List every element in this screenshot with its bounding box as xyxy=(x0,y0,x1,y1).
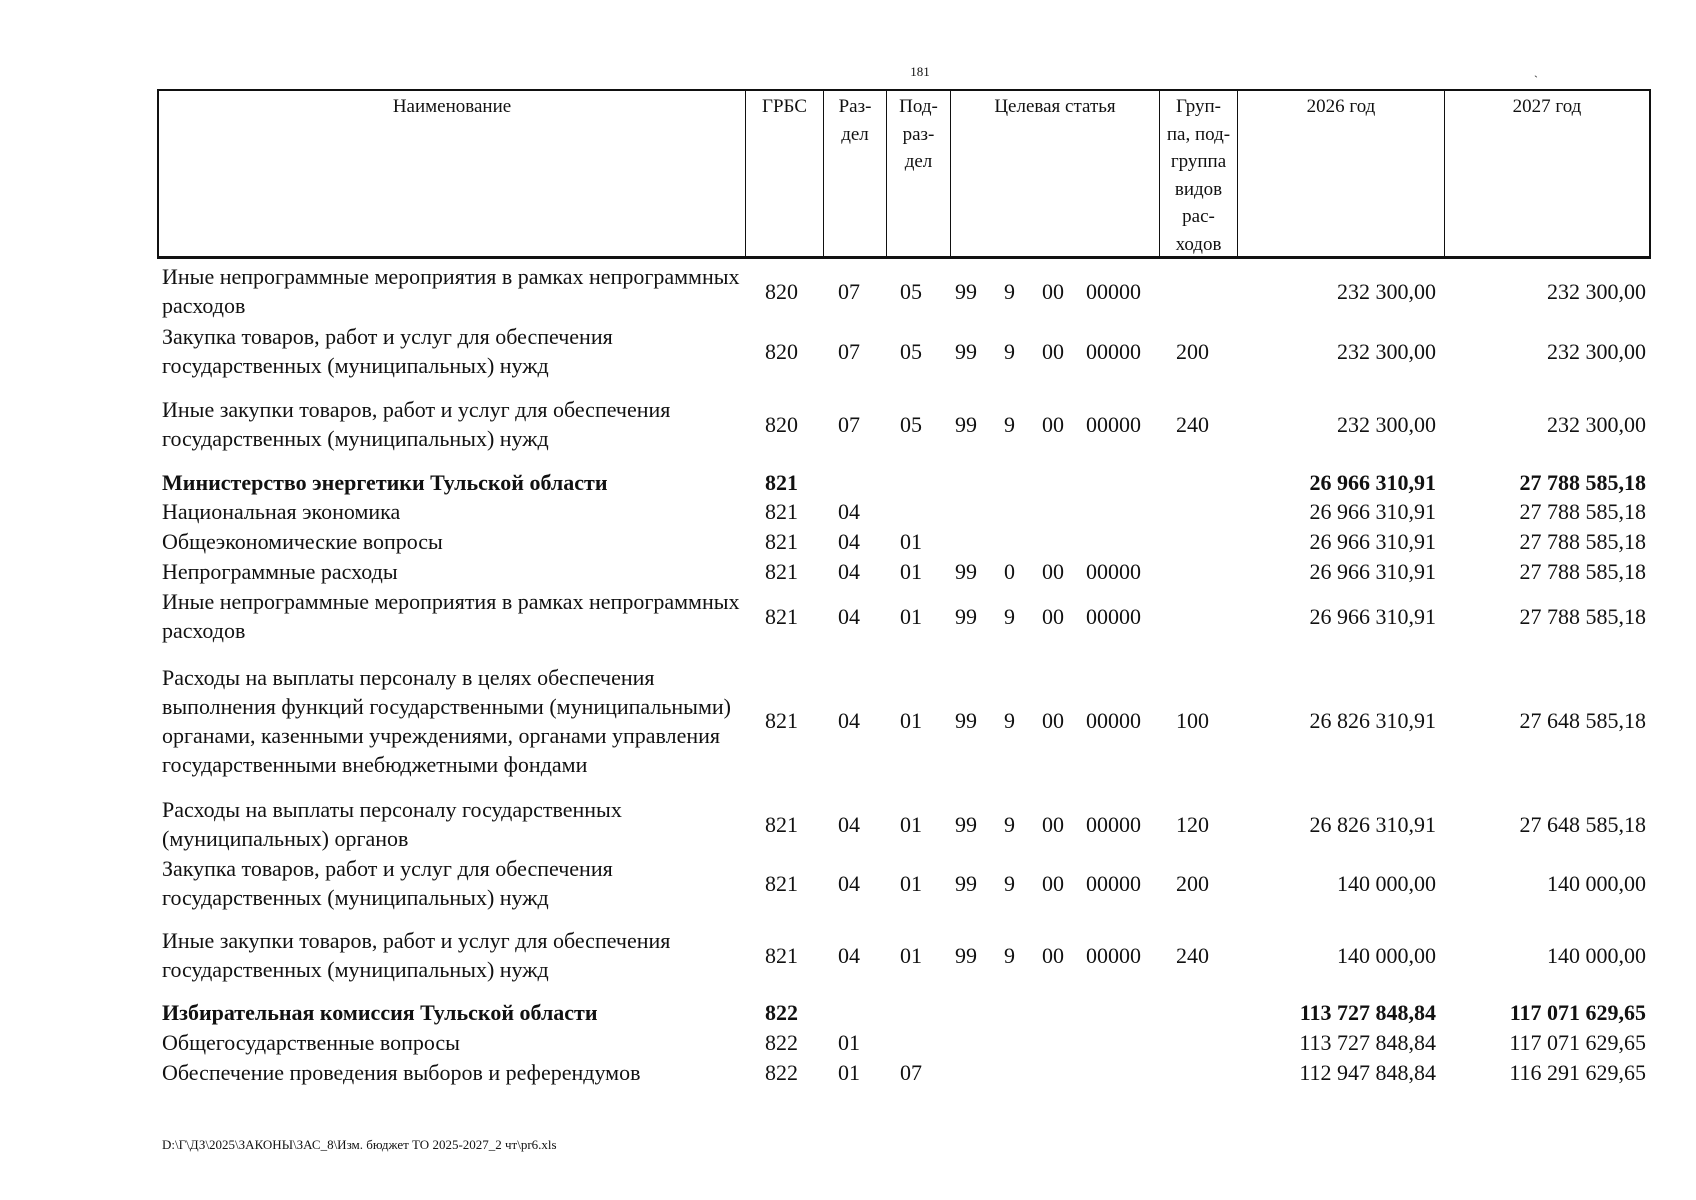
cell-y2026: 113 727 848,84 xyxy=(1299,1000,1436,1025)
cell-y2026: 140 000,00 xyxy=(1337,870,1436,896)
cell-cs3 xyxy=(1042,497,1074,526)
cell-cs4 xyxy=(1086,467,1156,497)
header-year-2026: 2026 год xyxy=(1238,91,1445,256)
cell-cs4: 00000 xyxy=(1086,870,1141,896)
cell-razdel: 04 xyxy=(838,870,860,896)
cell-cs1: 99 xyxy=(955,278,977,304)
cell-cs4: 00000 xyxy=(1086,411,1141,437)
cell-cs3: 00 xyxy=(1042,811,1064,837)
cell-y2026: 26 966 310,91 xyxy=(1309,499,1436,524)
cell-razdel: 07 xyxy=(838,338,860,364)
cell-cs3: 00 xyxy=(1042,942,1064,968)
cell-group: 200 xyxy=(1176,338,1209,364)
cell-grbs: 821 xyxy=(765,528,798,554)
cell-podrazdel: 01 xyxy=(900,558,922,584)
header-expense-group: Груп- па, под- группа видов рас- ходов xyxy=(1160,91,1238,256)
cell-group xyxy=(1176,1057,1226,1087)
cell-grbs: 820 xyxy=(765,278,798,304)
cell-cs2: 9 xyxy=(1004,603,1015,629)
cell-y2026: 26 966 310,91 xyxy=(1309,603,1436,629)
table-row xyxy=(0,467,1696,497)
cell-cs4 xyxy=(1086,998,1156,1027)
header-razdel: Раз- дел xyxy=(824,91,887,256)
cell-y2026: 26 826 310,91 xyxy=(1309,811,1436,837)
cell-razdel: 04 xyxy=(838,528,860,554)
cell-name: Национальная экономика xyxy=(162,499,401,524)
table-row xyxy=(0,262,1696,320)
cell-name: Обеспечение проведения выборов и референдумов xyxy=(162,1059,641,1085)
table-row xyxy=(0,395,1696,453)
cell-podrazdel: 01 xyxy=(900,942,922,968)
cell-cs2: 9 xyxy=(1004,278,1015,304)
cell-cs2 xyxy=(1004,1057,1024,1087)
cell-cs2 xyxy=(1004,998,1024,1027)
cell-y2027: 27 788 585,18 xyxy=(1519,469,1646,495)
cell-group xyxy=(1176,262,1226,320)
cell-cs1 xyxy=(955,526,991,556)
cell-y2026: 140 000,00 xyxy=(1337,942,1436,968)
table-row xyxy=(0,321,1696,381)
cell-podrazdel xyxy=(900,497,950,526)
cell-name: Непрограммные расходы xyxy=(162,558,398,584)
cell-group xyxy=(1176,1027,1226,1057)
cell-cs2: 9 xyxy=(1004,411,1015,437)
cell-razdel xyxy=(838,467,888,497)
table-row xyxy=(0,1027,1696,1057)
cell-cs4: 00000 xyxy=(1086,278,1141,304)
cell-grbs: 821 xyxy=(765,469,798,495)
cell-group xyxy=(1176,526,1226,556)
cell-razdel: 04 xyxy=(838,811,860,837)
table-row xyxy=(0,556,1696,586)
cell-razdel xyxy=(838,998,888,1027)
page-number: 181 xyxy=(910,64,930,79)
cell-cs2 xyxy=(1004,1027,1024,1057)
cell-razdel: 01 xyxy=(838,1029,860,1055)
cell-group: 100 xyxy=(1176,708,1209,733)
cell-cs2: 9 xyxy=(1004,708,1015,733)
cell-razdel: 04 xyxy=(838,558,860,584)
cell-name: Иные закупки товаров, работ и услуг для обеспечения государственных (муниципальных) нужд xyxy=(162,397,671,451)
cell-cs2: 9 xyxy=(1004,942,1015,968)
cell-y2027: 27 788 585,18 xyxy=(1519,558,1646,584)
cell-cs4: 00000 xyxy=(1086,708,1141,733)
cell-grbs: 820 xyxy=(765,411,798,437)
cell-cs3 xyxy=(1042,526,1074,556)
cell-name: Общеэкономические вопросы xyxy=(162,528,443,554)
cell-name: Общегосударственные вопросы xyxy=(162,1029,460,1055)
cell-razdel: 07 xyxy=(838,278,860,304)
cell-group: 120 xyxy=(1176,811,1209,837)
cell-cs1 xyxy=(955,1027,991,1057)
table-row xyxy=(0,926,1696,984)
cell-cs3 xyxy=(1042,1057,1074,1087)
cell-razdel: 04 xyxy=(838,499,860,524)
cell-cs2: 0 xyxy=(1004,558,1015,584)
cell-group xyxy=(1176,998,1226,1027)
cell-cs1: 99 xyxy=(955,811,977,837)
cell-group: 240 xyxy=(1176,411,1209,437)
cell-grbs: 821 xyxy=(765,708,798,733)
cell-cs4: 00000 xyxy=(1086,603,1141,629)
cell-cs3 xyxy=(1042,998,1074,1027)
cell-group xyxy=(1176,467,1226,497)
cell-podrazdel xyxy=(900,998,950,1027)
cell-cs4 xyxy=(1086,1057,1156,1087)
cell-cs2: 9 xyxy=(1004,870,1015,896)
cell-cs1: 99 xyxy=(955,870,977,896)
cell-group xyxy=(1176,497,1226,526)
cell-grbs: 821 xyxy=(765,603,798,629)
cell-name: Иные закупки товаров, работ и услуг для обеспечения государственных (муниципальных) нужд xyxy=(162,928,671,982)
cell-podrazdel: 01 xyxy=(900,603,922,629)
cell-cs3 xyxy=(1042,467,1074,497)
cell-cs1: 99 xyxy=(955,338,977,364)
header-target-article: Целевая статья xyxy=(951,91,1160,256)
cell-cs3: 00 xyxy=(1042,870,1064,896)
cell-cs4: 00000 xyxy=(1086,811,1141,837)
cell-cs3 xyxy=(1042,1027,1074,1057)
cell-cs1: 99 xyxy=(955,411,977,437)
cell-y2027: 27 788 585,18 xyxy=(1519,603,1646,629)
cell-cs2: 9 xyxy=(1004,811,1015,837)
cell-podrazdel: 01 xyxy=(900,708,922,733)
cell-podrazdel: 01 xyxy=(900,528,922,554)
table-row xyxy=(0,998,1696,1027)
cell-y2027: 140 000,00 xyxy=(1547,870,1646,896)
cell-cs1: 99 xyxy=(955,708,977,733)
cell-y2027: 232 300,00 xyxy=(1547,338,1646,364)
cell-razdel: 07 xyxy=(838,411,860,437)
cell-podrazdel: 05 xyxy=(900,411,922,437)
cell-y2027: 117 071 629,65 xyxy=(1509,1000,1646,1025)
cell-grbs: 821 xyxy=(765,558,798,584)
cell-cs2 xyxy=(1004,497,1024,526)
table-header xyxy=(157,89,1651,259)
cell-y2026: 26 966 310,91 xyxy=(1309,528,1436,554)
cell-cs3: 00 xyxy=(1042,411,1064,437)
cell-cs4: 00000 xyxy=(1086,338,1141,364)
cell-y2026: 232 300,00 xyxy=(1337,411,1436,437)
cell-group: 200 xyxy=(1176,870,1209,896)
cell-y2027: 27 648 585,18 xyxy=(1519,708,1646,733)
cell-y2026: 26 826 310,91 xyxy=(1309,708,1436,733)
cell-podrazdel: 01 xyxy=(900,811,922,837)
cell-cs3: 00 xyxy=(1042,708,1064,733)
cell-grbs: 822 xyxy=(765,1029,798,1055)
cell-name: Министерство энергетики Тульской области xyxy=(162,469,608,495)
cell-cs1 xyxy=(955,467,991,497)
cell-name: Расходы на выплаты персоналу в целях обеспечения выполнения функций государственными (муниципальными) органами, казенными учреждениями, органами управления государственными внебюджетными фондами xyxy=(162,664,731,777)
cell-razdel: 04 xyxy=(838,942,860,968)
cell-y2027: 27 788 585,18 xyxy=(1519,528,1646,554)
cell-cs4 xyxy=(1086,526,1156,556)
cell-y2026: 232 300,00 xyxy=(1337,338,1436,364)
cell-y2027: 232 300,00 xyxy=(1547,411,1646,437)
cell-podrazdel: 05 xyxy=(900,338,922,364)
cell-podrazdel xyxy=(900,467,950,497)
table-row xyxy=(0,586,1696,646)
table-row xyxy=(0,647,1696,794)
cell-y2027: 116 291 629,65 xyxy=(1509,1059,1646,1085)
cell-y2027: 117 071 629,65 xyxy=(1509,1029,1646,1055)
cell-grbs: 821 xyxy=(765,870,798,896)
cell-cs3: 00 xyxy=(1042,558,1064,584)
header-grbs: ГРБС xyxy=(746,91,824,256)
table-row xyxy=(0,853,1696,913)
cell-podrazdel xyxy=(900,1027,950,1057)
cell-cs3: 00 xyxy=(1042,278,1064,304)
cell-name: Иные непрограммные мероприятия в рамках непрограммных расходов xyxy=(162,264,740,318)
cell-y2026: 113 727 848,84 xyxy=(1299,1029,1436,1055)
cell-y2027: 27 788 585,18 xyxy=(1519,499,1646,524)
cell-razdel: 01 xyxy=(838,1059,860,1085)
header-year-2027: 2027 год xyxy=(1512,96,1582,117)
cell-y2026: 26 966 310,91 xyxy=(1309,469,1436,495)
cell-grbs: 821 xyxy=(765,942,798,968)
cell-y2026: 232 300,00 xyxy=(1337,278,1436,304)
corner-mark: ˏ xyxy=(1534,64,1538,78)
cell-y2027: 27 648 585,18 xyxy=(1519,811,1646,837)
cell-cs1 xyxy=(955,1057,991,1087)
table-row xyxy=(0,795,1696,853)
cell-cs3: 00 xyxy=(1042,603,1064,629)
cell-y2026: 26 966 310,91 xyxy=(1309,558,1436,584)
cell-cs1: 99 xyxy=(955,942,977,968)
cell-group: 240 xyxy=(1176,942,1209,968)
cell-grbs: 820 xyxy=(765,338,798,364)
cell-name: Избирательная комиссия Тульской области xyxy=(162,1000,598,1025)
cell-razdel: 04 xyxy=(838,708,860,733)
cell-cs1: 99 xyxy=(955,603,977,629)
cell-name: Закупка товаров, работ и услуг для обеспечения государственных (муниципальных) нужд xyxy=(162,856,613,910)
cell-name: Расходы на выплаты персоналу государственных (муниципальных) органов xyxy=(162,797,622,851)
table-row xyxy=(0,526,1696,556)
cell-group xyxy=(1176,556,1226,586)
cell-cs1: 99 xyxy=(955,558,977,584)
cell-grbs: 821 xyxy=(765,811,798,837)
cell-cs4 xyxy=(1086,497,1156,526)
table-row xyxy=(0,497,1696,526)
cell-y2027: 232 300,00 xyxy=(1547,278,1646,304)
cell-grbs: 821 xyxy=(765,499,798,524)
cell-group xyxy=(1176,586,1226,646)
table-row xyxy=(0,1057,1696,1087)
cell-name: Закупка товаров, работ и услуг для обеспечения государственных (муниципальных) нужд xyxy=(162,324,613,378)
cell-cs2 xyxy=(1004,526,1024,556)
header-name: Наименование xyxy=(159,91,746,256)
cell-grbs: 822 xyxy=(765,1059,798,1085)
cell-name: Иные непрограммные мероприятия в рамках непрограммных расходов xyxy=(162,589,740,643)
cell-cs3: 00 xyxy=(1042,338,1064,364)
cell-cs4: 00000 xyxy=(1086,942,1141,968)
cell-grbs: 822 xyxy=(765,1000,798,1025)
footer-file-path: D:\Г\ДЗ\2025\ЗАКОНЫ\ЗАС_8\Изм. бюджет ТО 2025-2027_2 чт\pr6.xls xyxy=(162,1137,557,1152)
cell-cs2: 9 xyxy=(1004,338,1015,364)
cell-cs1 xyxy=(955,998,991,1027)
cell-y2027: 140 000,00 xyxy=(1547,942,1646,968)
cell-razdel: 04 xyxy=(838,603,860,629)
cell-y2026: 112 947 848,84 xyxy=(1299,1059,1436,1085)
cell-cs4 xyxy=(1086,1027,1156,1057)
header-podrazdel: Под- раз- дел xyxy=(887,91,951,256)
cell-cs2 xyxy=(1004,467,1024,497)
cell-cs1 xyxy=(955,497,991,526)
cell-cs4: 00000 xyxy=(1086,558,1141,584)
cell-podrazdel: 07 xyxy=(900,1059,922,1085)
cell-podrazdel: 01 xyxy=(900,870,922,896)
cell-podrazdel: 05 xyxy=(900,278,922,304)
